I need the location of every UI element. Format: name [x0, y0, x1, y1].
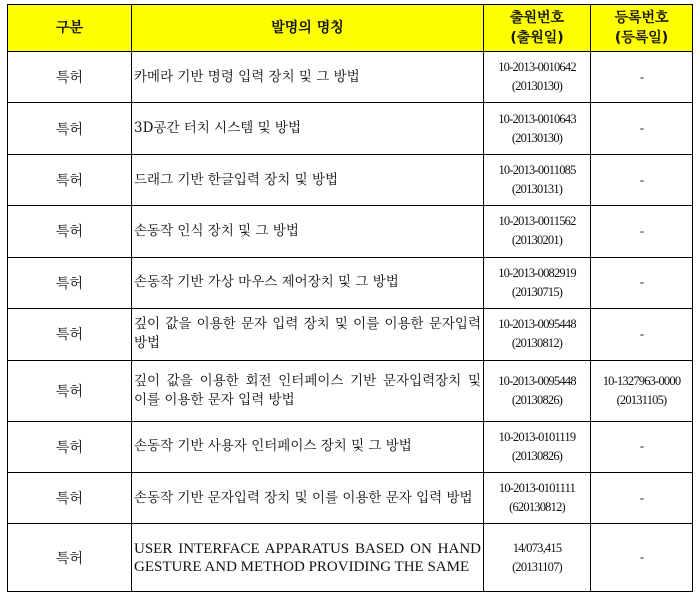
cell-type: 특허 — [8, 473, 132, 524]
cell-application: 10-2013-0101111 (620130812) — [484, 473, 591, 524]
cell-title: 깊이 값을 이용한 문자 입력 장치 및 이를 이용한 문자입력 방법 — [132, 309, 484, 360]
cell-registration: - — [591, 309, 693, 360]
table-row — [8, 52, 693, 103]
table-row — [8, 309, 693, 360]
cell-type: 특허 — [8, 421, 132, 472]
cell-title: 3D공간 터치 시스템 및 방법 — [132, 103, 484, 154]
header-registration-no: 등록번호 — [614, 10, 669, 26]
table-row — [8, 206, 693, 257]
cell-application: 10-2013-0095448 (20130812) — [484, 309, 591, 360]
cell-registration: - — [591, 473, 693, 524]
cell-application: 10-2013-0095448 (20130826) — [484, 360, 591, 421]
cell-type: 특허 — [8, 154, 132, 205]
cell-type: 특허 — [8, 524, 132, 592]
cell-type: 특허 — [8, 309, 132, 360]
cell-title: USER INTERFACE APPARATUS BASED ON HAND GESTURE AND METHOD PROVIDING THE SAME — [132, 524, 484, 592]
cell-title: 카메라 기반 명령 입력 장치 및 그 방법 — [132, 52, 484, 103]
cell-registration: - — [591, 206, 693, 257]
cell-application: 10-2013-0011085 (20130131) — [484, 154, 591, 205]
cell-application: 10-2013-0011562 (20130201) — [484, 206, 591, 257]
cell-registration: - — [591, 524, 693, 592]
cell-application: 14/073,415 (20131107) — [484, 524, 591, 592]
cell-registration: - — [591, 103, 693, 154]
header-registration-date: (등록일) — [614, 30, 669, 46]
cell-title: 손동작 인식 장치 및 그 방법 — [132, 206, 484, 257]
header-application-date: (출원일) — [510, 30, 564, 46]
cell-type: 특허 — [8, 257, 132, 308]
cell-type: 특허 — [8, 103, 132, 154]
header-application — [484, 5, 591, 52]
table-row — [8, 524, 693, 592]
table-row — [8, 103, 693, 154]
cell-application: 10-2013-0101119 (20130826) — [484, 421, 591, 472]
cell-application: 10-2013-0082919 (20130715) — [484, 257, 591, 308]
cell-registration: - — [591, 257, 693, 308]
cell-title: 손동작 기반 가상 마우스 제어장치 및 그 방법 — [132, 257, 484, 308]
header-type: 구분 — [8, 5, 132, 52]
cell-registration: - — [591, 154, 693, 205]
cell-title: 드래그 기반 한글입력 장치 및 방법 — [132, 154, 484, 205]
table-row — [8, 421, 693, 472]
table-row — [8, 154, 693, 205]
cell-application: 10-2013-0010642 (20130130) — [484, 52, 591, 103]
cell-title: 깊이 값을 이용한 회전 인터페이스 기반 문자입력장치 및 이를 이용한 문자 입력 방법 — [132, 360, 484, 421]
cell-title: 손동작 기반 사용자 인터페이스 장치 및 그 방법 — [132, 421, 484, 472]
cell-registration: - — [591, 421, 693, 472]
header-title: 발명의 명칭 — [132, 5, 484, 52]
patent-table — [7, 4, 693, 592]
table-row — [8, 360, 693, 421]
table-row — [8, 257, 693, 308]
header-application-no: 출원번호 — [509, 10, 565, 26]
cell-type: 특허 — [8, 206, 132, 257]
cell-type: 특허 — [8, 360, 132, 421]
header-registration — [591, 5, 693, 52]
cell-registration: - — [591, 52, 693, 103]
cell-type: 특허 — [8, 52, 132, 103]
table-row — [8, 473, 693, 524]
cell-application: 10-2013-0010643 (20130130) — [484, 103, 591, 154]
cell-registration: 10-1327963-0000 (20131105) — [591, 360, 693, 421]
cell-title: 손동작 기반 문자입력 장치 및 이를 이용한 문자 입력 방법 — [132, 473, 484, 524]
header-row — [8, 5, 693, 52]
